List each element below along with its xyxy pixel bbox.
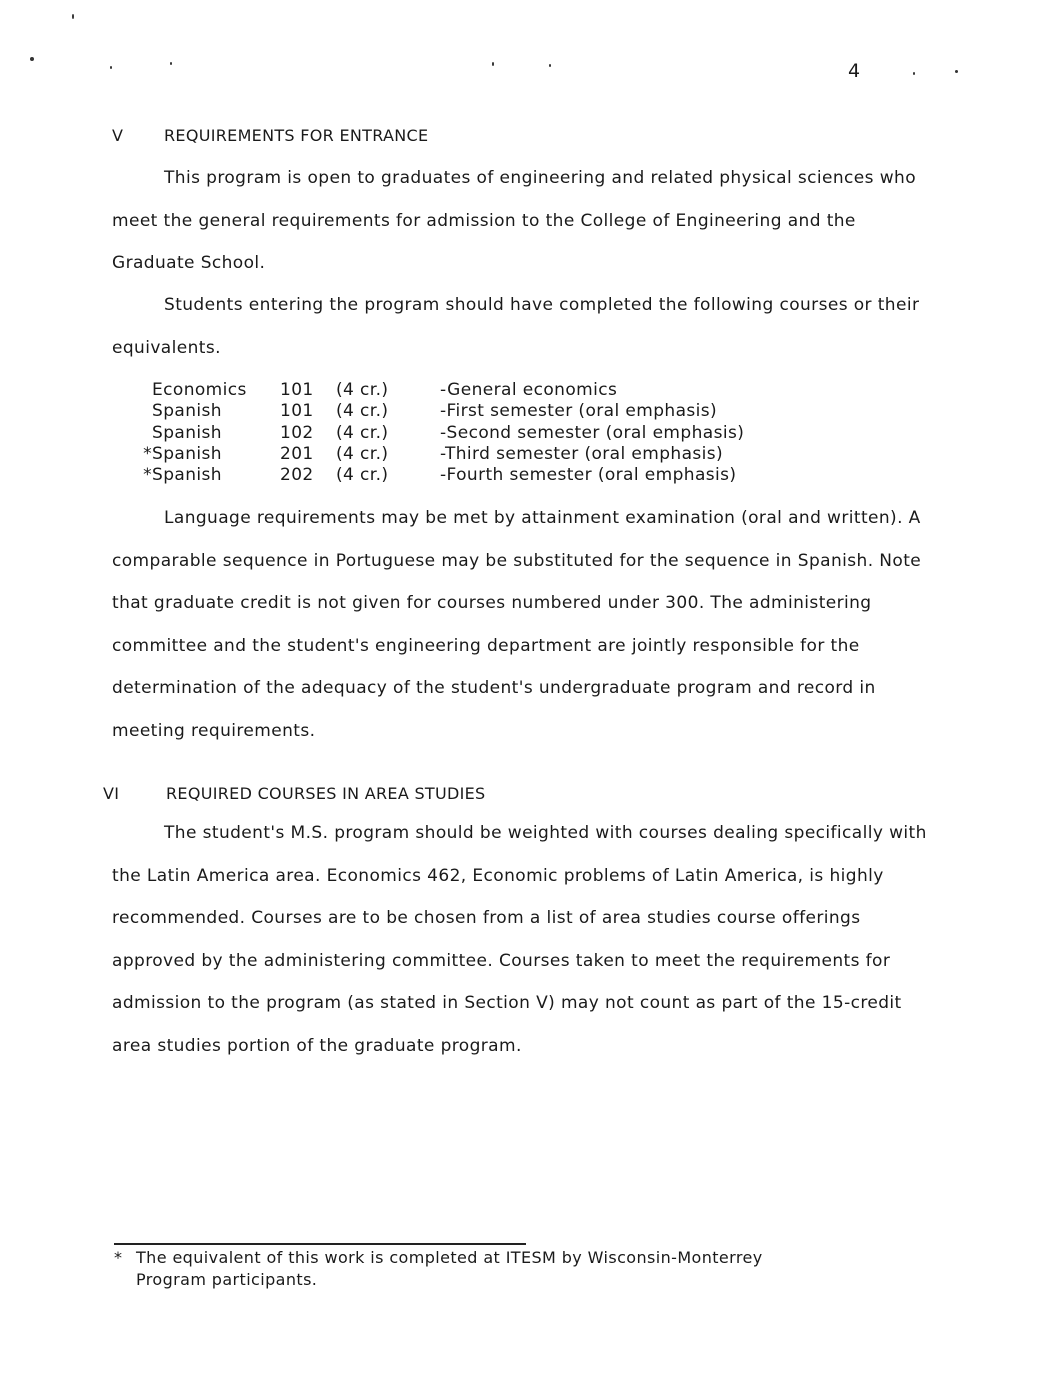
section-heading-v (112, 126, 429, 145)
scan-speck (492, 62, 494, 66)
paragraph-language-requirements: Language requirements may be met by attainment examination (oral and written). A comparable sequence in Portuguese may be substituted for the sequence in Spanish. Note that graduate credit is not given for courses numbered under 300. The administering committee and the student's engineering department are jointly responsible for the determination of the adequacy of the student's undergraduate program and record in meeting requirements. (112, 508, 922, 741)
section-title: REQUIRED COURSES IN AREA STUDIES (166, 784, 486, 803)
paragraph-area-studies: The student's M.S. program should be weighted with courses dealing specifically with the Latin America area. Economics 462, Economic problems of Latin America, is highly recommended. Courses are to be chosen from a list of area studies course offerings approved by the administering committee. Courses taken to meet the requirements for admission to the program (as stated in Section V) may not count as part of the 15-credit area studies portion of the graduate program. (112, 823, 927, 1056)
section-title: REQUIREMENTS FOR ENTRANCE (164, 126, 429, 145)
section-heading-vi (103, 784, 486, 803)
paragraph-prerequisites: Students entering the program should have completed the following courses or their equivalents. (112, 295, 920, 358)
course-subject: Spanish (152, 443, 222, 464)
course-credits: (4 cr.) (336, 380, 389, 400)
course-description: -Second semester (oral emphasis) (440, 422, 745, 443)
course-number: 102 (280, 422, 314, 443)
course-description: -Fourth semester (oral emphasis) (440, 465, 737, 486)
course-number: 202 (280, 465, 314, 486)
course-number: 201 (280, 443, 314, 464)
course-subject: Spanish (152, 422, 222, 443)
table-row (140, 380, 744, 401)
course-number: 101 (280, 380, 314, 400)
table-row (140, 444, 744, 465)
scan-speck (955, 70, 958, 73)
course-number: 101 (280, 401, 314, 422)
scan-speck (30, 57, 34, 61)
course-description: -First semester (oral emphasis) (440, 401, 718, 422)
footnote-text-line2: Program participants. (136, 1270, 318, 1289)
footnote-marker: * (114, 1248, 123, 1267)
course-subject: Economics (152, 380, 247, 400)
course-subject: Spanish (152, 401, 222, 422)
paragraph-eligibility: This program is open to graduates of engineering and related physical sciences who meet the general requirements for admission to the College of Engineering and the Graduate School. (112, 168, 916, 273)
course-description: -Third semester (oral emphasis) (440, 443, 724, 464)
section-number: V (112, 126, 124, 145)
scan-speck (913, 72, 915, 75)
course-description: -General economics (440, 380, 618, 400)
course-subject: Spanish (152, 465, 222, 486)
scan-speck (170, 62, 172, 65)
course-credits: (4 cr.) (336, 401, 389, 422)
scan-speck (549, 64, 551, 67)
page-number: 4 (848, 60, 861, 82)
course-credits: (4 cr.) (336, 422, 389, 443)
footnote-rule (114, 1243, 526, 1245)
footnote-marker: * (143, 465, 152, 486)
course-credits: (4 cr.) (336, 443, 389, 464)
footnote-text-line1: The equivalent of this work is completed at ITESM by Wisconsin-Monterrey (136, 1248, 763, 1267)
table-row (140, 465, 744, 486)
scan-speck (72, 14, 74, 19)
scan-speck (110, 66, 112, 69)
table-row (140, 423, 744, 444)
footnote-marker: * (143, 443, 152, 464)
course-table (140, 380, 744, 486)
course-credits: (4 cr.) (336, 465, 389, 486)
footnote (114, 1247, 934, 1291)
table-row (140, 401, 744, 422)
section-number: VI (103, 784, 120, 803)
